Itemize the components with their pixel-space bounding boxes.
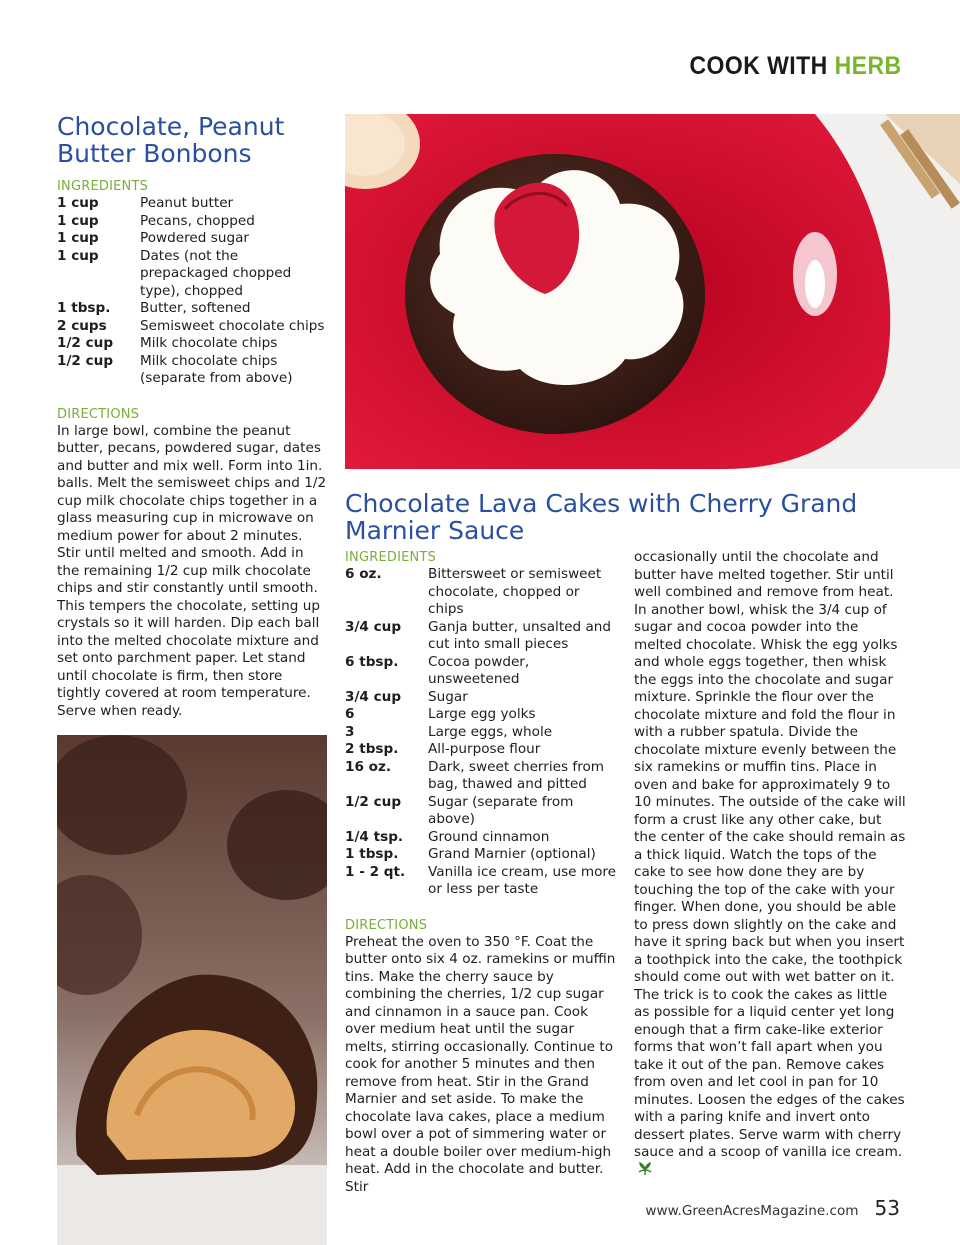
ingredient-row [345,689,617,707]
ingredient-row [345,741,617,759]
ingredient-qty: 1 cup [57,212,99,229]
ingredient-qty: 1 - 2 qt. [345,863,406,880]
lava-directions-label: DIRECTIONS [345,917,428,933]
ingredient-row [57,248,327,301]
ingredient-qty: 1 cup [57,195,99,211]
ingredient-item: Vanilla ice cream, use more or less per taste [428,863,617,897]
ingredient-item: All-purpose flour [428,741,541,757]
ingredient-row [345,654,617,689]
header-word-herb: HERB [834,52,902,80]
lava-directions-part2 [634,549,906,1179]
ingredient-qty: 2 tbsp. [345,741,399,757]
ingredient-qty: 1/2 cup [345,793,402,810]
ingredient-row [345,794,617,829]
bonbon-illustration [57,735,327,1245]
bonbons-title-line1: Chocolate, Peanut [57,112,285,141]
ingredient-qty: 6 [345,706,355,722]
ingredient-row [345,829,617,847]
header-word-cook-with: COOK WITH [689,52,829,80]
ingredient-qty: 16 oz. [345,758,392,775]
bonbons-ingredients-label: INGREDIENTS [57,179,149,194]
ingredient-item: Milk chocolate chips (separate from above) [140,352,293,386]
ingredient-qty: 1/2 cup [57,352,114,369]
ingredient-item: Large egg yolks [428,706,536,722]
lava-ingredients-label: INGREDIENTS [345,550,437,565]
ingredient-row [57,213,327,231]
ingredient-row [345,619,617,654]
ingredient-row [345,864,617,899]
bonbons-title [57,113,327,167]
ingredient-qty: 1 tbsp. [345,846,399,862]
ingredient-item: Dark, sweet cherries from bag, thawed and pitted [428,758,605,792]
ingredient-qty: 1/4 tsp. [345,828,404,845]
ingredient-item: Sugar [428,688,468,705]
lava-title-line2: Marnier Sauce [345,516,525,545]
ingredient-row [345,706,617,724]
lava-cakes-title [345,490,945,544]
ingredient-item: Semisweet chocolate chips [140,317,325,334]
ingredient-item: Grand Marnier (optional) [428,846,596,862]
ingredient-row [345,846,617,864]
ingredient-row [57,335,327,353]
ingredient-qty: 6 tbsp. [345,653,399,670]
ingredient-row [57,318,327,336]
bonbons-title-line2: Butter Bonbons [57,139,252,168]
lava-directions-part1: Preheat the oven to 350 °F. Coat the butter onto six 4 oz. ramekins or muffin tins. Make the cherry sauce by combining the cherries, 1/2 cup sugar and cinnamon in a sauce pan. Cook over medium heat until the sugar melts, stirring occasionally. Continue to cook for another 5 minutes and then remove from heat. Stir in the Grand Marnier and set aside. To make the chocolate lava cakes, place a medium bowl over a pot of simmering water or heat a double boiler over medium-high heat. Add in the chocolate and butter. Stir [345,933,616,1195]
ingredient-qty: 1 cup [57,230,99,246]
ingredient-row [345,566,617,619]
ingredient-row [57,353,327,388]
lava-title-line1: Chocolate Lava Cakes with Cherry Grand [345,489,858,518]
ingredient-qty: 1/2 cup [57,335,114,351]
ingredient-item: Milk chocolate chips [140,335,278,351]
ingredient-item: Butter, softened [140,300,251,316]
bonbons-ingredients-list [57,195,327,388]
lava-ingredients-column [345,549,617,1196]
leaf-icon [638,1162,652,1176]
ingredient-qty: 3/4 cup [345,618,402,635]
ingredient-item: Ground cinnamon [428,828,550,845]
page-footer [645,1196,900,1220]
ingredient-row [345,724,617,742]
ingredient-row [57,300,327,318]
ingredient-row [345,759,617,794]
lava-cake-illustration [345,114,960,469]
ingredient-row [57,230,327,248]
ingredient-item: Bittersweet or semisweet chocolate, chopped or chips [428,566,602,617]
ingredient-qty: 2 cups [57,317,107,334]
ingredient-qty: 3/4 cup [345,688,402,705]
ingredient-qty: 1 cup [57,247,99,264]
ingredient-qty: 3 [345,723,355,740]
ingredient-item: Large eggs, whole [428,723,553,740]
lava-directions-continued [634,549,906,1179]
ingredient-item: Peanut butter [140,195,234,211]
ingredient-item: Ganja butter, unsalted and cut into small pieces [428,618,612,652]
page-number: 53 [874,1196,900,1220]
lava-cake-photo [345,114,960,469]
bonbons-directions: In large bowl, combine the peanut butter, pecans, powdered sugar, dates and butter and mix well. Form into 1in. balls. Melt the semisweet chips and 1/2 cup milk chocolate chips together in a glass measuring cup in microwave on medium power for about 2 minutes. Stir until melted and smooth. Add in the remaining 1/2 cup milk chocolate chips and stir constantly until smooth. This tempers the chocolate, setting up crystals so it will harden. Dip each ball into the melted chocolate mixture and set onto parchment paper. Let stand until chocolate is firm, then store tightly covered at room temperature. Serve when ready. [57,422,327,719]
bonbons-directions-label: DIRECTIONS [57,406,140,422]
ingredient-qty: 1 tbsp. [57,300,111,316]
ingredient-qty: 6 oz. [345,566,382,582]
ingredient-item: Powdered sugar [140,230,249,246]
bonbon-photo [57,735,327,1245]
lava-directions-part2-text: occasionally until the chocolate and butter have melted together. Stir until well combined and remove from heat. In another bowl, whisk the 3/4 cup of sugar and cocoa powder into the melted chocolate. Whisk the egg yolks and whole eggs together, then whisk the eggs into the chocolate and sugar mixture. Sprinkle the flour over the chocolate mixture and fold the flour in with a rubber spatula. Divide the chocolate mixture evenly between the six ramekins or muffin tins. Place in oven and bake for approximately 9 to 10 minutes. The outside of the cake will form a crust like any other cake, but the center of the cake should remain as a thick liquid. Watch the tops of the cake to see how done they are by touching the top of the cake with your finger. When done, you should be able to press down slightly on the cake and have it spring back but when you insert a toothpick into the cake, the toothpick should come out with wet batter on it. The trick is to cook the cakes as little as possible for a liquid center yet long enough that a firm cake-like exterior forms that won’t fall apart when you take it out of the pan. Remove cakes from oven and let cool in pan for 10 minutes. Loosen the edges of the cakes with a paring knife and invert onto dessert plates. Serve warm with cherry sauce and a scoop of vanilla ice cream. [634,549,906,1160]
lava-ingredients-list [345,566,617,899]
ingredient-item: Pecans, chopped [140,212,255,229]
ingredient-item: Cocoa powder, unsweetened [428,653,530,687]
ingredient-item: Sugar (separate from above) [428,793,574,827]
magazine-url[interactable]: www.GreenAcresMagazine.com [645,1203,859,1219]
bonbons-recipe [57,113,327,720]
magazine-section-header [690,52,902,81]
ingredient-item: Dates (not the prepackaged chopped type), chopped [140,247,292,299]
ingredient-row [57,195,327,213]
